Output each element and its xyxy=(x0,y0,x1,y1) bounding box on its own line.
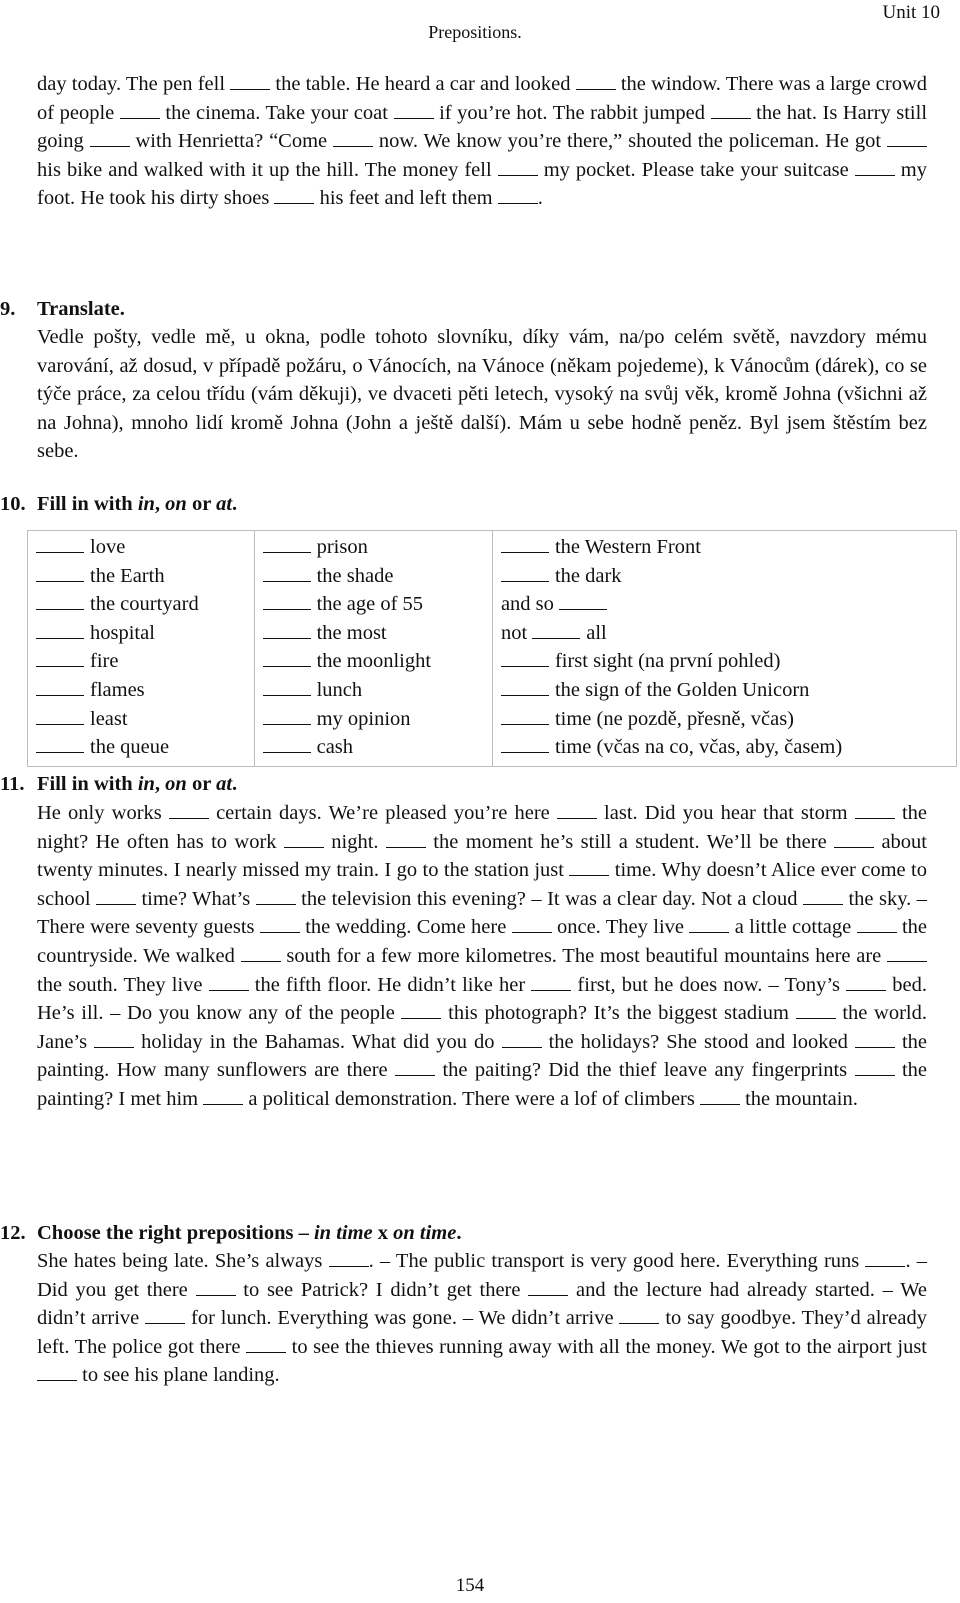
answer-blank[interactable] xyxy=(501,709,549,725)
answer-blank[interactable] xyxy=(619,1308,659,1324)
answer-blank[interactable] xyxy=(246,1337,286,1353)
answer-blank[interactable] xyxy=(36,594,84,610)
table-item: time (včas na co, včas, aby, časem) xyxy=(501,733,956,762)
answer-blank[interactable] xyxy=(333,131,373,147)
answer-blank[interactable] xyxy=(501,737,549,753)
table-item: least xyxy=(36,705,254,734)
exercise-number: 9. xyxy=(0,298,16,320)
exercise-title: Translate. xyxy=(37,298,125,320)
answer-blank[interactable] xyxy=(263,709,311,725)
answer-blank[interactable] xyxy=(263,623,311,639)
answer-blank[interactable] xyxy=(700,1089,740,1105)
table-item: my opinion xyxy=(263,705,492,734)
answer-blank[interactable] xyxy=(887,946,927,962)
answer-blank[interactable] xyxy=(512,917,552,933)
exercise-number: 11. xyxy=(0,773,25,795)
answer-blank[interactable] xyxy=(120,103,160,119)
answer-blank[interactable] xyxy=(386,832,426,848)
answer-blank[interactable] xyxy=(284,832,324,848)
answer-blank[interactable] xyxy=(37,1365,77,1381)
table-item: and so xyxy=(501,590,956,619)
answer-blank[interactable] xyxy=(498,188,538,204)
answer-blank[interactable] xyxy=(329,1251,369,1267)
table-item: the age of 55 xyxy=(263,590,492,619)
table-item: the moonlight xyxy=(263,647,492,676)
answer-blank[interactable] xyxy=(528,1280,568,1296)
answer-blank[interactable] xyxy=(96,889,136,905)
answer-blank[interactable] xyxy=(395,1060,435,1076)
answer-blank[interactable] xyxy=(36,709,84,725)
exercise-title: Fill in with in, on or at. xyxy=(37,773,238,795)
table-item: not all xyxy=(500,621,607,644)
page-header-title: Prepositions. xyxy=(428,22,522,42)
answer-blank[interactable] xyxy=(36,537,84,553)
answer-blank[interactable] xyxy=(846,975,886,991)
answer-blank[interactable] xyxy=(803,889,843,905)
answer-blank[interactable] xyxy=(36,737,84,753)
answer-blank[interactable] xyxy=(263,737,311,753)
table-item: the sign of the Golden Unicorn xyxy=(501,676,956,705)
table-item: the shade xyxy=(263,562,492,591)
answer-blank[interactable] xyxy=(855,160,895,176)
answer-blank[interactable] xyxy=(501,566,549,582)
exercise-11-text: He only works certain days. We’re pleased you’re here last. Did you hear that storm the night? He often has to work night. the moment he’s still a student. We’ll be there about twenty minutes. I nearly missed my train. I go to the station just time. Why doesn’t Alice ever come to school time? What’s the television this evening? – It was a clear day. Not a cloud the sky. – There were seventy guests the wedding. Come here once. They live a little cottage the countryside. We walked south for a few more kilometres. The most beautiful mountains here are the south. They live the fifth floor. He didn’t like her first, but he does now. – Tony’s bed. He’s ill. – Do you know any of the people this photograph? It’s the biggest stadium the world. Jane’s holiday in the Bahamas. What did you do the holidays? She stood and looked the painting. How many sunflowers are there the paiting? Did the thief leave any fingerprints the painting? I met him a political demonstration. There were a lof of climbers the mountain. xyxy=(37,802,927,1110)
table-item: cash xyxy=(263,733,492,762)
exercise-12-text: She hates being late. She’s always . – The public transport is very good here. Everything runs . – Did you get there to see Patrick? I didn’t get there and the lecture had already started. – We didn’t arrive for lunch. Everything was gone. – We didn’t arrive to say goodbye. They’d already left. The police got there to see the thieves running away with all the money. We got to the airport just to see his plane landing. xyxy=(37,1250,928,1387)
answer-blank[interactable] xyxy=(887,131,927,147)
answer-blank[interactable] xyxy=(241,946,281,962)
answer-blank[interactable] xyxy=(796,1003,836,1019)
answer-blank[interactable] xyxy=(498,160,538,176)
answer-blank[interactable] xyxy=(169,803,209,819)
answer-blank[interactable] xyxy=(36,566,84,582)
exercise-9-text: Vedle pošty, vedle mě, u okna, podle tohoto slovníku, díky vám, na/po celém světě, navzdory mému varování, až dosud, v případě požáru, o Vánocích, na Vánoce (někam pojedeme), k Vánocům (dárek), co se týče práce, za celou třídu (vám děkuji), ve dvaceti pěti letech, vysoký na svůj věk, kromě Johna (všichni až na Johna), mnoho lidí kromě Johna (John a ještě další). Mám u sebe hodně peněz. Byl jsem štěstím bez sebe. xyxy=(37,326,927,463)
unit-label: Unit 10 xyxy=(882,2,940,23)
table-item: fire xyxy=(36,647,254,676)
answer-blank[interactable] xyxy=(145,1308,185,1324)
table-item: the Earth xyxy=(36,562,254,591)
table-item: hospital xyxy=(36,619,254,648)
answer-blank[interactable] xyxy=(834,832,874,848)
answer-blank[interactable] xyxy=(260,917,300,933)
answer-blank[interactable] xyxy=(531,975,571,991)
answer-blank[interactable] xyxy=(230,74,270,90)
answer-blank[interactable] xyxy=(196,1280,236,1296)
answer-blank[interactable] xyxy=(209,975,249,991)
answer-blank[interactable] xyxy=(274,188,314,204)
exercise-title: Fill in with in, on or at. xyxy=(37,493,238,515)
answer-blank[interactable] xyxy=(557,803,597,819)
answer-blank[interactable] xyxy=(90,131,130,147)
answer-blank[interactable] xyxy=(256,889,296,905)
answer-blank[interactable] xyxy=(36,623,84,639)
table-item: time (ne pozdě, přesně, včas) xyxy=(501,705,956,734)
table-item: lunch xyxy=(263,676,492,705)
answer-blank[interactable] xyxy=(865,1251,905,1267)
answer-blank[interactable] xyxy=(501,537,549,553)
answer-blank[interactable] xyxy=(263,566,311,582)
exercise-number: 12. xyxy=(0,1222,26,1244)
answer-blank[interactable] xyxy=(36,651,84,667)
exercise-10-table xyxy=(27,530,957,767)
exercise-number: 10. xyxy=(0,493,26,515)
answer-blank[interactable] xyxy=(711,103,751,119)
table-item: first sight (na první pohled) xyxy=(501,647,956,676)
answer-blank[interactable] xyxy=(263,537,311,553)
page-number: 154 xyxy=(455,1575,485,1596)
answer-blank[interactable] xyxy=(501,680,549,696)
answer-blank[interactable] xyxy=(36,680,84,696)
answer-blank[interactable] xyxy=(855,1060,895,1076)
answer-blank[interactable] xyxy=(689,917,729,933)
answer-blank[interactable] xyxy=(401,1003,441,1019)
answer-blank[interactable] xyxy=(532,623,580,639)
answer-blank[interactable] xyxy=(857,917,897,933)
table-item: the courtyard xyxy=(36,590,254,619)
answer-blank[interactable] xyxy=(203,1089,243,1105)
answer-blank[interactable] xyxy=(559,594,607,610)
answer-blank[interactable] xyxy=(502,1032,542,1048)
answer-blank[interactable] xyxy=(855,1032,895,1048)
answer-blank[interactable] xyxy=(263,594,311,610)
table-item: the most xyxy=(263,619,492,648)
answer-blank[interactable] xyxy=(569,860,609,876)
table-column-1 xyxy=(28,531,255,767)
table-item: prison xyxy=(263,533,492,562)
answer-blank[interactable] xyxy=(501,651,549,667)
answer-blank[interactable] xyxy=(394,103,434,119)
intro-paragraph: day today. The pen fell the table. He heard a car and looked the window. There was a large crowd of people the cinema. Take your coat if you’re hot. The rabbit jumped the hat. Is Harry still going with Henrietta? “Come now. We know you’re there,” shouted the policeman. He got his bike and walked with it up the hill. The money fell my pocket. Please take your suitcase my foot. He took his dirty shoes his feet and left them . xyxy=(37,73,928,210)
table-item: love xyxy=(36,533,254,562)
exercise-title: Choose the right prepositions – in time x on time. xyxy=(37,1222,462,1244)
table-item: flames xyxy=(36,676,254,705)
answer-blank[interactable] xyxy=(576,74,616,90)
table-column-3 xyxy=(492,531,956,767)
answer-blank[interactable] xyxy=(263,680,311,696)
answer-blank[interactable] xyxy=(855,803,895,819)
table-item: the queue xyxy=(36,733,254,762)
table-item: the Western Front xyxy=(501,533,956,562)
table-column-2 xyxy=(254,531,492,767)
answer-blank[interactable] xyxy=(263,651,311,667)
table-item: the dark xyxy=(501,562,956,591)
answer-blank[interactable] xyxy=(94,1032,134,1048)
